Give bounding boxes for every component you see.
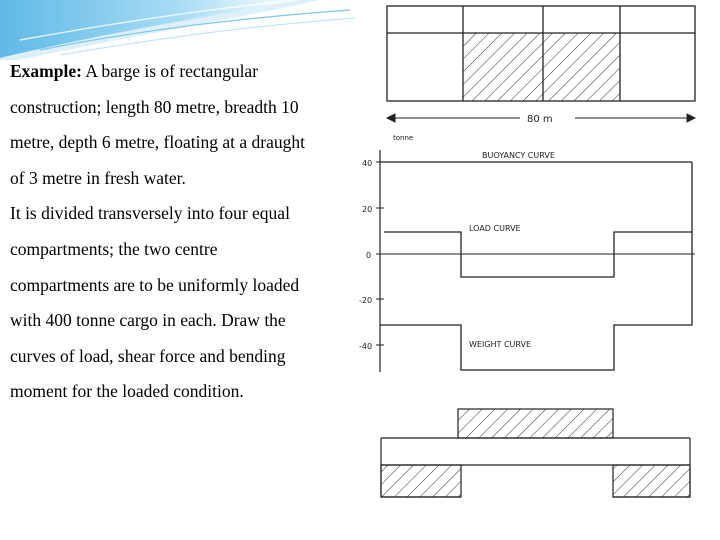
loaded-compartment	[543, 33, 620, 101]
y-tick-label: -20	[359, 296, 373, 305]
weight-curve-label: WEIGHT CURVE	[469, 340, 532, 349]
text-line: with 400 tonne cargo in each. Draw the	[10, 310, 286, 331]
buoyancy-curve	[380, 162, 692, 254]
text-line: of 3 metre in fresh water.	[10, 167, 186, 188]
end-compartment	[613, 465, 690, 497]
text-line: curves of load, shear force and bending	[10, 345, 286, 366]
text-line: compartments; the two centre	[10, 238, 218, 259]
y-tick-label: -40	[359, 342, 373, 351]
example-text	[10, 54, 355, 410]
text-line: compartments are to be uniformly loaded	[10, 274, 300, 295]
loaded-compartment	[463, 33, 543, 101]
unit-label: tonne	[393, 134, 414, 142]
length-label: 80 m	[527, 114, 553, 125]
text-line: metre, depth 6 metre, floating at a draught	[10, 132, 305, 153]
text-line: moment for the loaded condition.	[10, 381, 244, 402]
weight-curve	[380, 254, 692, 370]
load-curve-label: LOAD CURVE	[469, 224, 521, 233]
y-tick-label: 20	[362, 205, 373, 214]
decorative-wave-header	[0, 0, 360, 60]
buoyancy-curve-label: BUOYANCY CURVE	[482, 151, 555, 160]
y-tick-label: 40	[362, 159, 373, 168]
barge-load-diagram	[352, 0, 720, 540]
text-line: Example: A barge is of rectangular	[10, 61, 259, 81]
text-line: It is divided transversely into four equal	[10, 203, 290, 224]
centre-cargo-block	[458, 409, 613, 438]
text-line: construction; length 80 metre, breadth 10	[10, 96, 299, 117]
example-heading: Example:	[10, 61, 82, 81]
end-compartment	[381, 465, 461, 497]
y-tick-label: 0	[366, 251, 372, 260]
